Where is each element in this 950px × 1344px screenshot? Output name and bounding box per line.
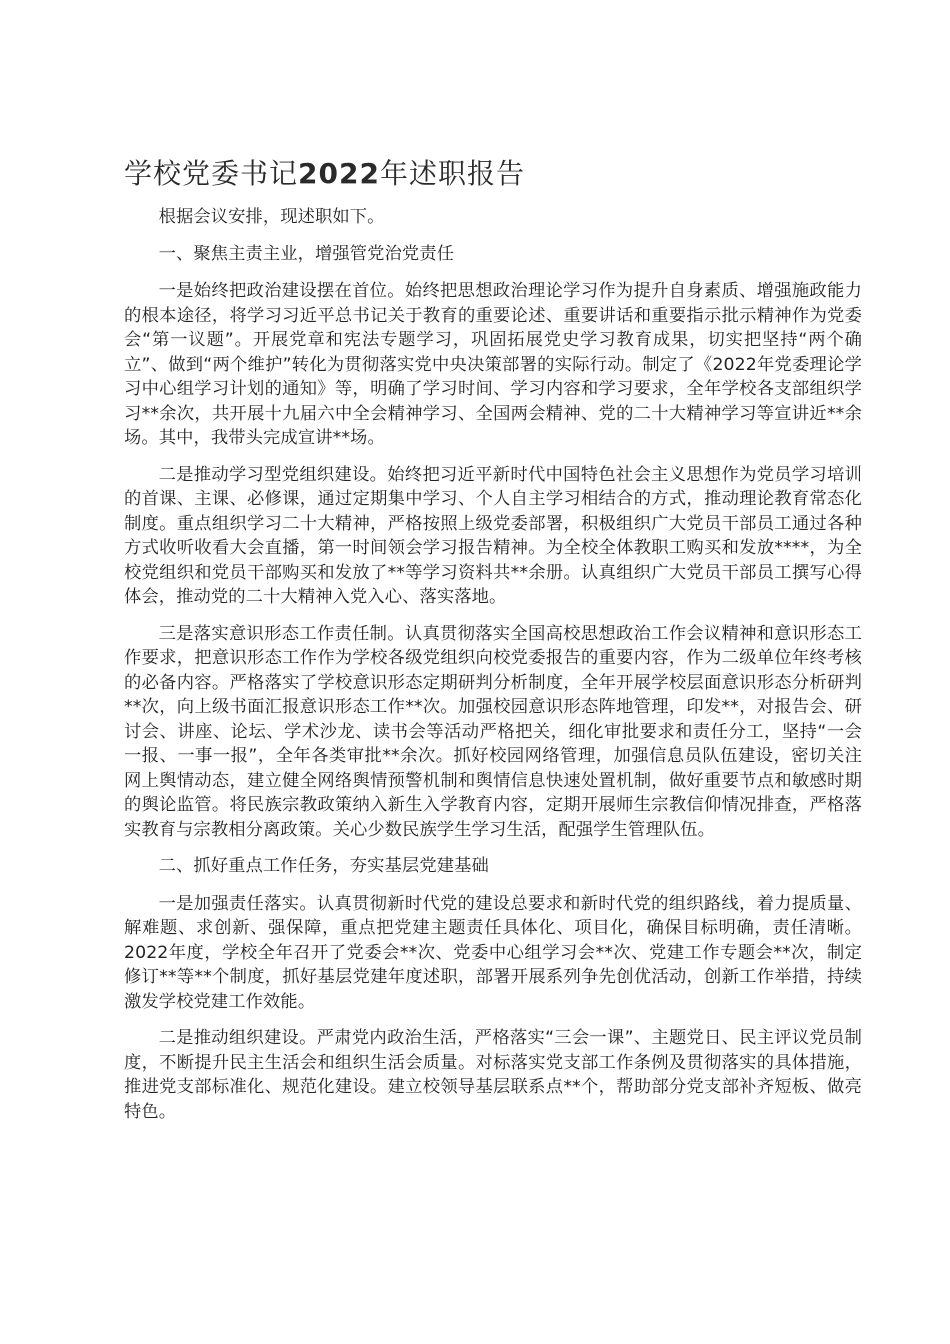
document-body xyxy=(124,205,862,1136)
intro-paragraph: 根据会议安排，现述职如下。 xyxy=(158,207,385,227)
section-heading-2: 二、抓好重点工作任务，夯实基层党建基础 xyxy=(158,856,489,876)
title-suffix: 年述职报告 xyxy=(379,157,525,190)
paragraph-ideology-responsibility: 三是落实意识形态工作责任制。认真贯彻落实全国高校思想政治工作会议精神和意识形态工作要求，把意识形态工作作为学校各级党组织向校党委报告的重要内容，作为二级单位年终考核的必备内容。严格落实了学校意识形态定期研判分析制度，全年开展学校层面意识形态分析研判**次，向上级书面汇报意识形态工作**次。加强校园意识形态阵地管理，印发**，对报告会、研讨会、讲座、论坛、学术沙龙、读书会等活动严格把关，细化审批要求和责任分工，坚持“一会一报、一事一报”，全年各类审批**余次。抓好校园网络管理，加强信息员队伍建设，密切关注网上舆情动态，建立健全网络舆情预警机制和舆情信息快速处置机制，做好重要节点和敏感时期的舆论监管。将民族宗教政策纳入新生入学教育内容，定期开展师生宗教信仰情况排查，严格落实教育与宗教相分离政策。关心少数民族学生学习生活，配强学生管理队伍。 xyxy=(124,623,862,840)
paragraph-organization-building: 二是推动组织建设。严肃党内政治生活，严格落实“三会一课”、主题党日、民主评议党员制度，不断提升民主生活会和组织生活会质量。对标落实党支部工作条例及贯彻落实的具体措施，推进党支部标准化、规范化建设。建立校领导基层联系点**个，帮助部分党支部补齐短板、做亮特色。 xyxy=(124,1028,862,1122)
paragraph-responsibility-implementation: 一是加强责任落实。认真贯彻新时代党的建设总要求和新时代党的组织路线，着力提质量、解难题、求创新、强保障，重点把党建主题责任具体化、项目化，确保目标明确，责任清晰。2022年度，学校全年召开了党委会**次、党委中心组学习会**次、党建工作专题会**次，制定修订**等**个制度，抓好基层党建年度述职，部署开展系列争先创优活动，创新工作举措，持续激发学校党建工作效能。 xyxy=(124,893,862,1012)
document-title xyxy=(124,150,525,198)
title-prefix: 学校党委书记 xyxy=(124,157,299,190)
paragraph-political-building: 一是始终把政治建设摆在首位。始终把思想政治理论学习作为提升自身素质、增强施政能力的根本途径，将学习习近平总书记关于教育的重要论述、重要讲话和重要指示批示精神作为党委会“第一议题”。开展党章和宪法专题学习，巩固拓展党史学习教育成果，切实把坚持“两个确立”、做到“两个维护”转化为贯彻落实党中央决策部署的实际行动。制定了《2022年党委理论学习中心组学习计划的通知》等，明确了学习时间、学习内容和学习要求，全年学校各支部组织学习**余次，共开展十九届六中全会精神学习、全国两会精神、党的二十大精神学习等宣讲近**余场。其中，我带头完成宣讲**场。 xyxy=(124,281,862,448)
paragraph-learning-organization: 二是推动学习型党组织建设。始终把习近平新时代中国特色社会主义思想作为党员学习培训的首课、主课、必修课，通过定期集中学习、个人自主学习相结合的方式，推动理论教育常态化制度。重点组织学习二十大精神，严格按照上级党委部署，积极组织广大党员干部员工通过各种方式收听收看大会直播，第一时间领会学习报告精神。为全校全体教职工购买和发放****，为全校党组织和党员干部购买和发放了**等学习资料共**余册。认真组织广大党员干部员工撰写心得体会，推动党的二十大精神入党入心、落实落地。 xyxy=(124,464,862,607)
section-heading-1: 一、聚焦主责主业，增强管党治党责任 xyxy=(158,243,455,264)
title-year: 2022 xyxy=(298,157,380,190)
